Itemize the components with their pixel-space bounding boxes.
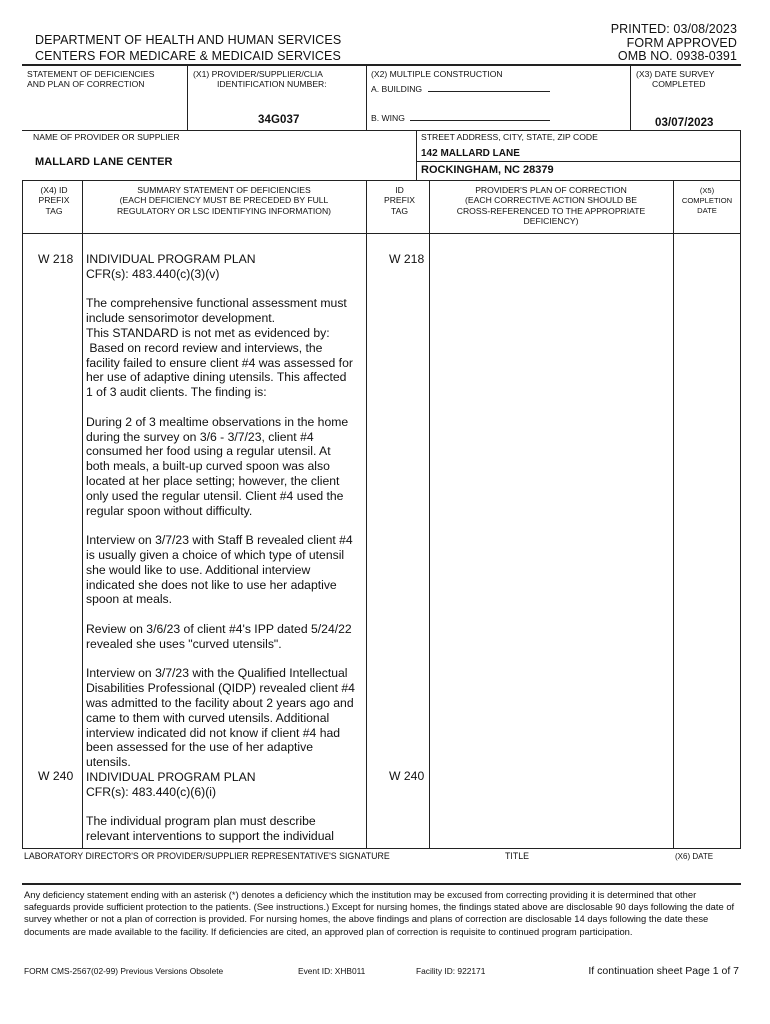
paragraph-observation: [86, 415, 364, 519]
plan-header-1: PROVIDER'S PLAN OF CORRECTION: [475, 185, 627, 195]
line: CFR(s): 483.440(c)(6)(i): [86, 784, 217, 799]
row2-bottom: [22, 180, 741, 181]
divider-address: [416, 130, 417, 180]
plan-header-3: CROSS-REFERENCED TO THE APPROPRIATE: [456, 205, 646, 216]
summary-header-2: (EACH DEFICIENCY MUST BE PRECEDED BY FULL: [119, 195, 329, 206]
w218-heading: [86, 252, 364, 282]
line: been assessed for the use of her adaptive: [86, 740, 313, 755]
x5-header-2: COMPLETION: [681, 196, 733, 205]
x1-label-2: IDENTIFICATION NUMBER:: [217, 79, 327, 89]
facility-id: Facility ID: 922171: [416, 966, 486, 976]
line: came to them with curved utensils. Additional: [86, 710, 330, 725]
line: interview indicated did not know if client #4 had: [86, 725, 341, 740]
x2-label: (X2) MULTIPLE CONSTRUCTION: [371, 69, 503, 79]
line: The comprehensive functional assessment must: [86, 296, 347, 311]
line: she would like to use. Additional interview: [86, 562, 311, 577]
x1-label-1: (X1) PROVIDER/SUPPLIER/CLIA: [193, 69, 323, 79]
divider-x2: [366, 64, 367, 130]
paragraph-standard: [86, 296, 364, 400]
disclaimer: Any deficiency statement ending with an asterisk (*) denotes a deficiency which the institution may be excused from correcting providing it is determined that other safeguards provide sufficient protection to the patients. (See instructions.) Except for nursing homes, the findings stated above are disclosable 90 days following the date of survey whether or not a plan of correction is provided. For nursing homes, the above findings and plans of correction are disclosable 14 days following the date these documents are made available to the facility. If deficiencies are cited, an approved plan of correction is requisite to continued program participation.: [24, 889, 735, 937]
divider-id: [429, 180, 430, 848]
line: Based on record review and interviews, the: [86, 340, 323, 355]
printed-date: PRINTED: 03/08/2023: [610, 22, 737, 36]
provider-id: 34G037: [258, 114, 300, 126]
paragraph-w240: [86, 814, 364, 844]
survey-date: 03/07/2023: [655, 117, 714, 129]
wing-label: [371, 113, 550, 123]
left-border: [22, 180, 23, 848]
line: Review on 3/6/23 of client #4's IPP dated 5/24/22: [86, 621, 352, 636]
line: INDIVIDUAL PROGRAM PLAN: [86, 769, 256, 784]
id-header-2: PREFIX: [383, 195, 416, 206]
x5-header-3: DATE: [697, 206, 717, 215]
column-header-bottom: [22, 233, 741, 234]
address-label: STREET ADDRESS, CITY, STATE, ZIP CODE: [421, 132, 598, 142]
line: was admitted to the facility about 2 years ago and: [86, 695, 354, 710]
line: is usually given a choice of which type of utensil: [86, 547, 345, 562]
wing-blank: [410, 120, 550, 121]
tag-w240-left: W 240: [38, 769, 74, 783]
line: facility failed to ensure client #4 was assessed for: [86, 355, 353, 370]
paragraph-staff-interview: [86, 533, 364, 607]
line: During 2 of 3 mealtime observations in the home: [86, 414, 349, 429]
line: spoon at meals.: [86, 592, 173, 607]
x4-header-2: PREFIX: [38, 195, 70, 206]
provider-name: MALLARD LANE CENTER: [35, 156, 173, 168]
line: relevant interventions to support the individual: [86, 829, 334, 844]
tag-w240-right: W 240: [389, 769, 425, 783]
divider-summary: [366, 180, 367, 848]
event-id: Event ID: XHB011: [298, 966, 366, 976]
page-continuation: If continuation sheet Page 1 of 7: [588, 965, 739, 977]
line: only used the regular utensil. Client #4 used the: [86, 488, 344, 503]
address-line-1: 142 MALLARD LANE: [421, 148, 520, 159]
address-separator: [416, 161, 741, 162]
x5-header-1: (X5): [699, 186, 715, 195]
title-label: TITLE: [505, 851, 529, 861]
provider-name-label: NAME OF PROVIDER OR SUPPLIER: [33, 132, 180, 142]
line: The individual program plan must describe: [86, 814, 316, 829]
agency-title: CENTERS FOR MEDICARE & MEDICAID SERVICES: [35, 49, 341, 63]
statement-label-1: STATEMENT OF DEFICIENCIES: [27, 69, 155, 79]
summary-header-1: SUMMARY STATEMENT OF DEFICIENCIES: [137, 185, 311, 195]
summary-header: [84, 185, 364, 216]
line: her use of adaptive dining utensils. This affected: [86, 370, 347, 385]
form-id: FORM CMS-2567(02-99) Previous Versions Obsolete: [24, 966, 224, 976]
line: include sensorimotor development.: [86, 311, 276, 326]
date-label: (X6) DATE: [675, 852, 714, 861]
form-approved: FORM APPROVED: [626, 36, 737, 50]
paragraph-ipp-review: [86, 622, 364, 652]
plan-header: [430, 185, 672, 227]
x4-header-3: TAG: [45, 205, 63, 216]
omb-number: OMB NO. 0938-0391: [617, 49, 737, 63]
statement-label-2: AND PLAN OF CORRECTION: [27, 79, 145, 89]
building-blank: [428, 91, 550, 92]
divider-tag: [82, 180, 83, 848]
line: Interview on 3/7/23 with Staff B revealed client #4: [86, 533, 353, 548]
summary-header-3: REGULATORY OR LSC IDENTIFYING INFORMATION): [116, 205, 332, 216]
x4-header-1: (X4) ID: [40, 185, 68, 195]
line: during the survey on 3/6 - 3/7/23, client #4: [86, 429, 314, 444]
row1-bottom: [22, 130, 741, 131]
line: This STANDARD is not met as evidenced by:: [86, 325, 330, 340]
address-line-2: ROCKINGHAM, NC 28379: [421, 164, 554, 176]
line: utensils.: [86, 755, 131, 770]
paragraph-qidp-interview: [86, 666, 364, 770]
w240-heading: [86, 770, 364, 800]
divider-x3: [630, 64, 631, 130]
signature-label: LABORATORY DIRECTOR'S OR PROVIDER/SUPPLIER REPRESENTATIVE'S SIGNATURE: [24, 851, 390, 861]
top-border: [22, 64, 741, 66]
building-label: [371, 84, 550, 94]
wing-text: B. WING: [371, 113, 405, 123]
line: regular spoon without difficulty.: [86, 503, 253, 518]
signature-row-bottom: [22, 883, 741, 885]
line: revealed she uses "curved utensils".: [86, 636, 282, 651]
department-title: DEPARTMENT OF HEALTH AND HUMAN SERVICES: [35, 33, 342, 47]
signature-row-top: [22, 848, 741, 849]
id-header-1: ID: [395, 185, 404, 195]
right-border: [740, 130, 741, 848]
tag-w218-right: W 218: [389, 252, 425, 266]
x4-header: [24, 185, 84, 216]
line: consumed her food using a regular utensil. At: [86, 444, 331, 459]
line: Disabilities Professional (QIDP) revealed client #4: [86, 681, 355, 696]
x5-header: [674, 186, 740, 216]
building-text: A. BUILDING: [371, 84, 423, 94]
x3-label-1: (X3) DATE SURVEY: [636, 69, 715, 79]
line: CFR(s): 483.440(c)(3)(v): [86, 266, 220, 281]
line: Interview on 3/7/23 with the Qualified Intellectual: [86, 666, 348, 681]
line: located at her place setting; however, the client: [86, 473, 340, 488]
divider-plan: [673, 180, 674, 848]
deficiency-text: [86, 252, 364, 844]
line: indicated she does not like to use her adaptive: [86, 577, 337, 592]
x3-label-2: COMPLETED: [652, 79, 706, 89]
line: both meals, a built-up curved spoon was also: [86, 459, 330, 474]
plan-header-4: DEFICIENCY): [523, 216, 579, 227]
id-header: [372, 185, 427, 216]
plan-header-2: (EACH CORRECTIVE ACTION SHOULD BE: [465, 195, 637, 206]
line: 1 of 3 audit clients. The finding is:: [86, 385, 267, 400]
divider-x1: [187, 64, 188, 130]
line: INDIVIDUAL PROGRAM PLAN: [86, 252, 256, 266]
tag-w218-left: W 218: [38, 252, 74, 266]
id-header-3: TAG: [390, 205, 409, 216]
